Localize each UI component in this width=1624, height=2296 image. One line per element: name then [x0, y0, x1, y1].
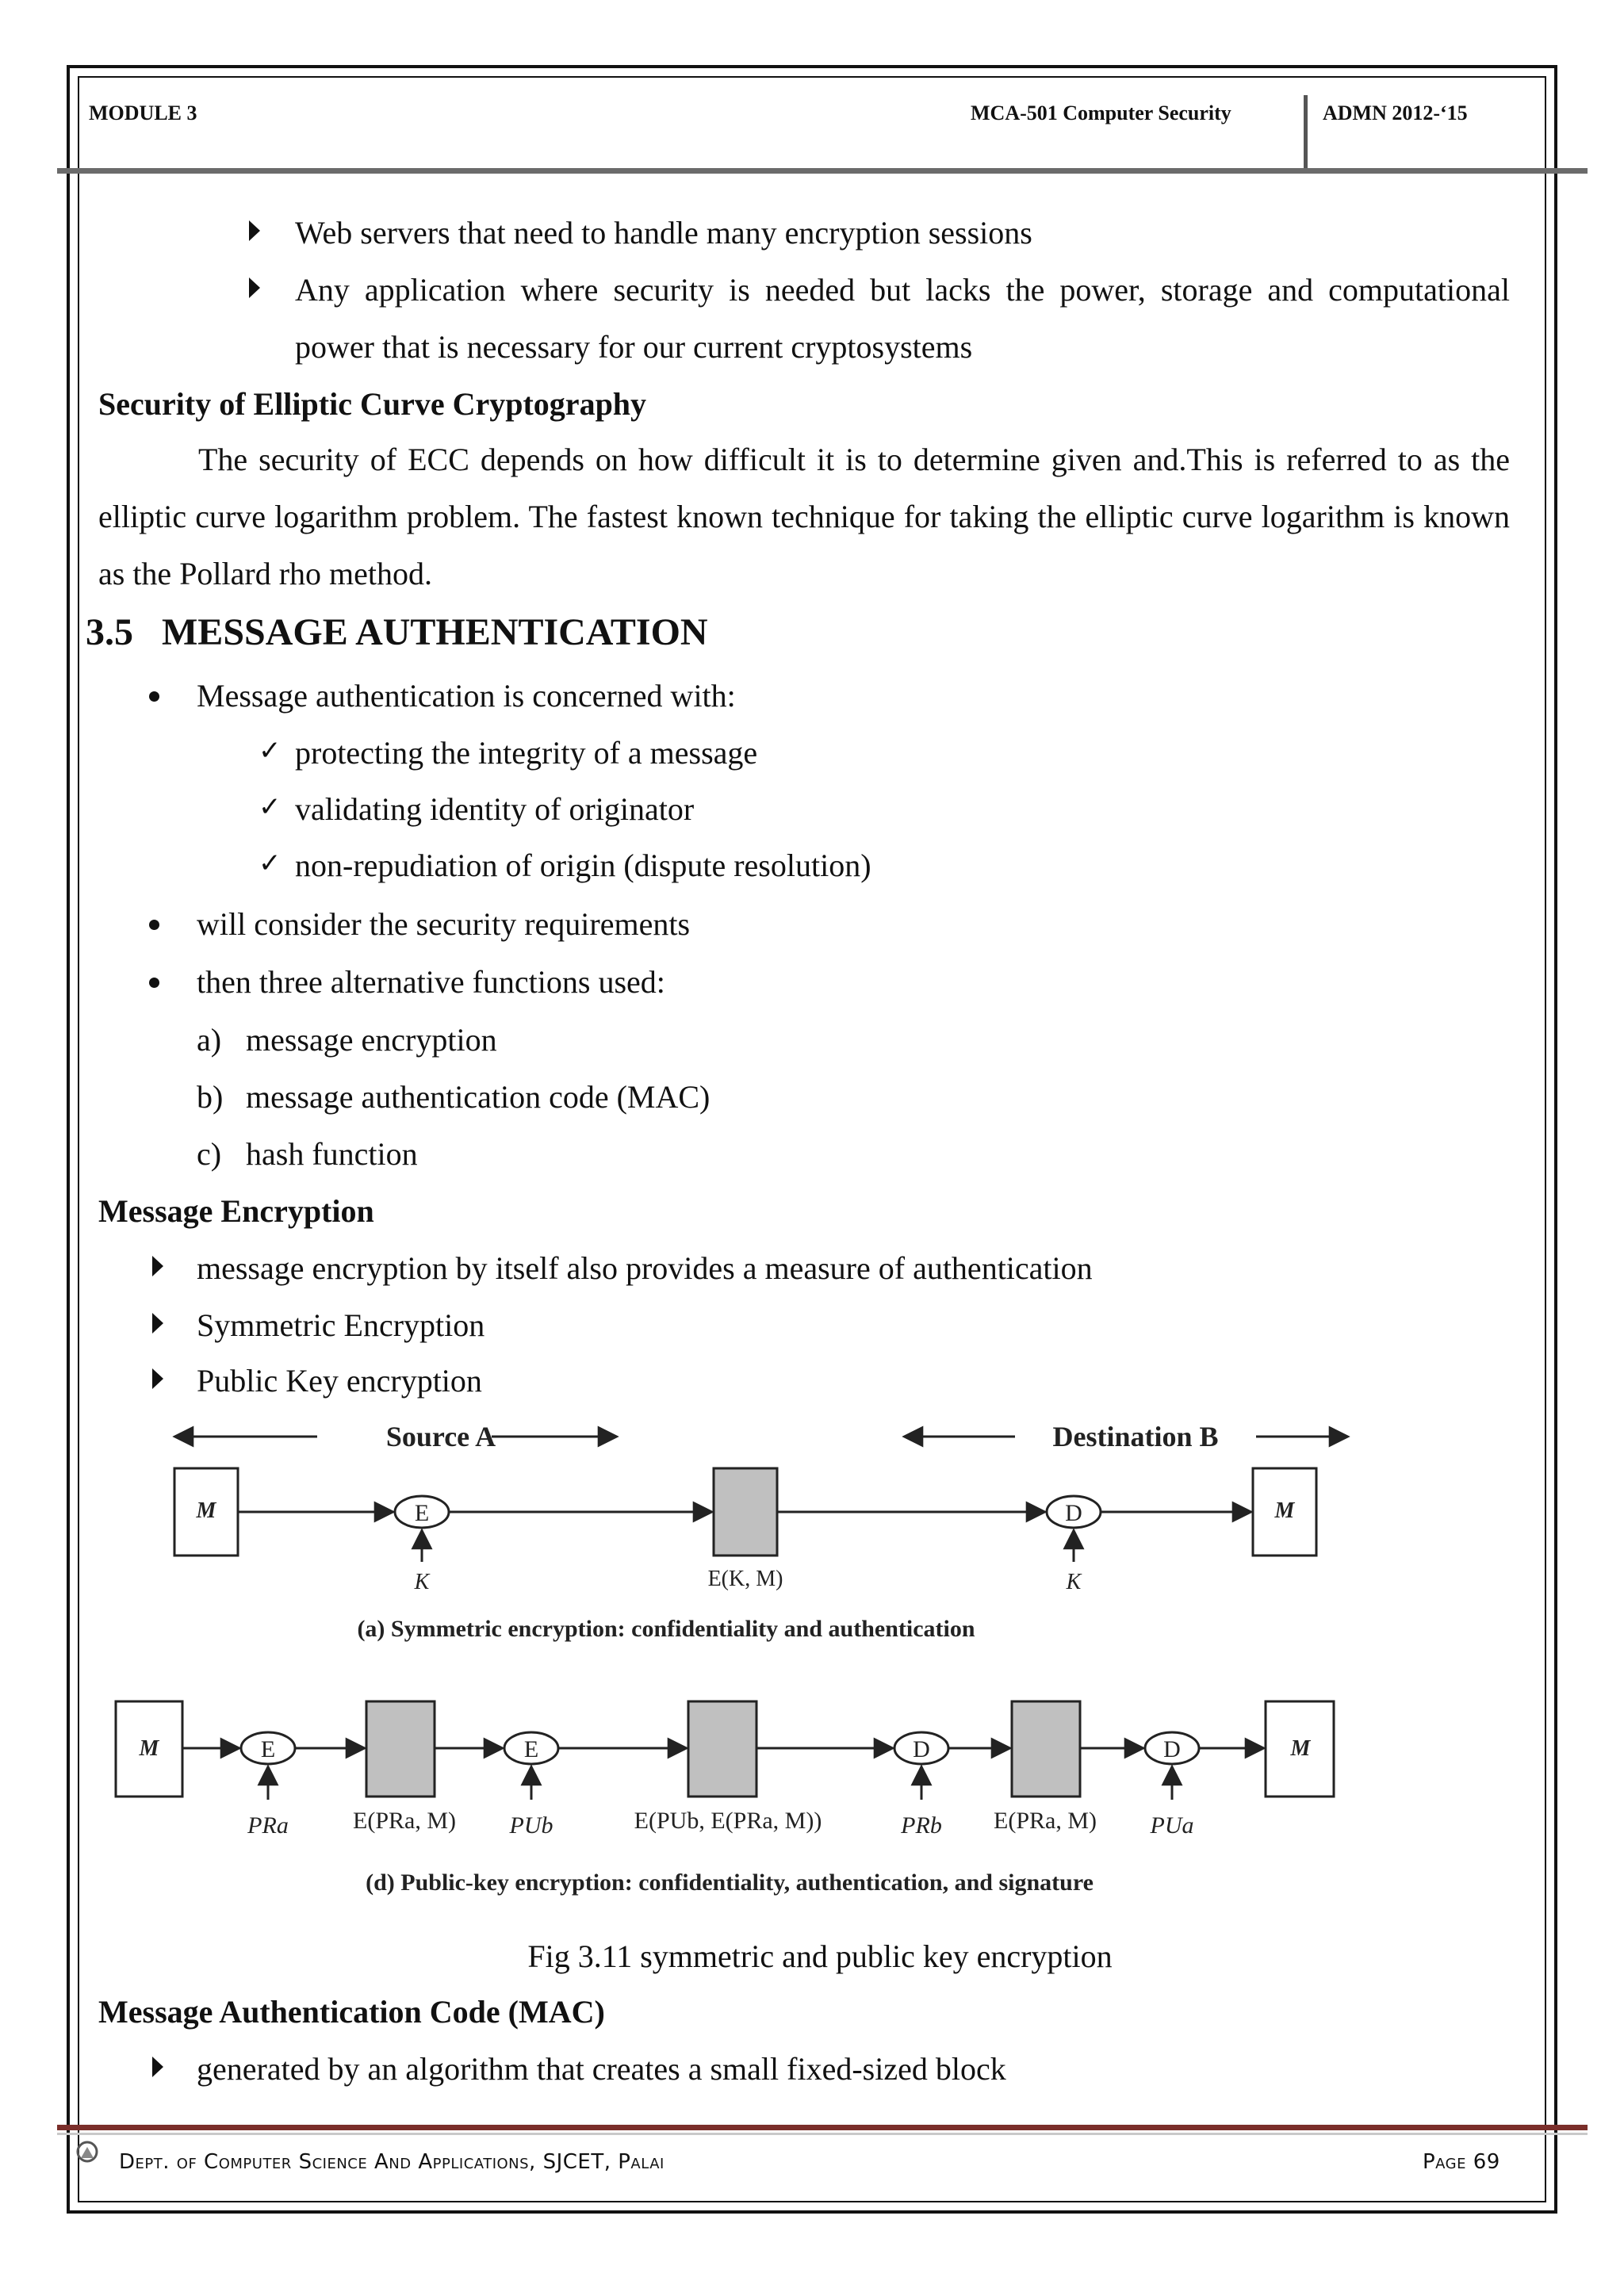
encrypt-label: E: [414, 1500, 430, 1526]
mac-heading: Message Authentication Code (MAC): [98, 1994, 605, 2030]
alt-text-b: message authentication code (MAC): [246, 1079, 710, 1115]
ciphertext-box: [714, 1468, 777, 1556]
k1-label: PRa: [247, 1812, 289, 1839]
e1-label: E: [260, 1736, 276, 1762]
header-batch: ADMN 2012-‘15: [1323, 101, 1468, 124]
decrypt-label: D: [1065, 1500, 1082, 1526]
section-title: MESSAGE AUTHENTICATION: [162, 611, 708, 653]
key-e-label: K: [414, 1570, 430, 1594]
ciphertext-label: E(K, M): [707, 1567, 783, 1591]
diagram-d-caption: (d) Public-key encryption: confidentiality, authentication, and signature: [366, 1869, 1094, 1896]
d2-label: D: [1163, 1736, 1181, 1762]
figure-caption: Fig 3.11 symmetric and public key encryption: [527, 1938, 1113, 1974]
c1-label: E(PRa, M): [353, 1808, 456, 1834]
header-course: MCA-501 Computer Security: [971, 101, 1231, 124]
ciphertext-box: [1012, 1701, 1080, 1797]
footer-dept: Dept. of Computer Science And Applications, SJCET, Palai: [119, 2150, 665, 2174]
m-left-label: M: [139, 1736, 159, 1761]
alt-text-c: hash function: [246, 1136, 418, 1172]
source-label: Source A: [385, 1421, 496, 1452]
college-logo-icon: [73, 2137, 102, 2166]
c2-label: E(PUb, E(PRa, M)): [634, 1808, 822, 1834]
auth-check-1: protecting the integrity of a message: [295, 735, 758, 771]
footer-rule: [57, 2125, 1588, 2130]
auth-check-2: validating identity of originator: [295, 791, 695, 827]
alt-marker-c: c): [197, 1136, 222, 1172]
alt-text-a: message encryption: [246, 1022, 497, 1058]
top-bullet-2: Any application where security is needed but lacks the power, storage and computational: [295, 272, 1510, 308]
bullet-arrow-icon: [152, 2057, 163, 2077]
ciphertext-box: [688, 1701, 756, 1797]
public-key-diagram: [116, 1701, 1334, 1800]
m-right-label: M: [1274, 1498, 1295, 1523]
msg-enc-item-3: Public Key encryption: [197, 1363, 482, 1399]
m-right-label: M: [1290, 1736, 1311, 1761]
symmetric-diagram: [174, 1437, 1348, 1562]
ciphertext-box: [366, 1701, 435, 1797]
d1-label: D: [913, 1736, 930, 1762]
checkmark-icon: ✓: [259, 848, 282, 879]
header-module: MODULE 3: [89, 101, 197, 124]
section-number: 3.5: [86, 611, 133, 653]
m-left-label: M: [196, 1498, 216, 1523]
destination-label: Destination B: [1052, 1421, 1219, 1452]
auth-check-3: non-repudiation of origin (dispute resolution): [295, 848, 871, 883]
auth-bullet-2: then three alternative functions used:: [197, 964, 665, 1000]
msg-enc-item-1: message encryption by itself also provides a measure of authentication: [197, 1250, 1093, 1286]
diagram-a-caption: (a) Symmetric encryption: confidentiality and authentication: [357, 1616, 975, 1642]
c3-label: E(PRa, M): [994, 1808, 1097, 1834]
k4-label: PUa: [1150, 1812, 1194, 1839]
msg-enc-item-2: Symmetric Encryption: [197, 1307, 485, 1343]
checkmark-icon: ✓: [259, 735, 282, 767]
top-bullet-1: Web servers that need to handle many encryption sessions: [295, 215, 1032, 251]
key-d-label: K: [1066, 1570, 1082, 1594]
footer-page: Page 69: [1423, 2150, 1500, 2174]
ecc-security-paragraph: The security of ECC depends on how difficult it is to determine given and.This is referred to as the elliptic curve logarithm problem. The fastest known technique for taking the elliptic curve logarithm is known as the Pollard rho method.: [98, 442, 1510, 591]
top-bullet-2-cont: power that is necessary for our current cryptosystems: [295, 329, 973, 365]
e2-label: E: [523, 1736, 539, 1762]
auth-intro: Message authentication is concerned with:: [197, 678, 736, 714]
footer-rule-shadow: [57, 2133, 1588, 2135]
alt-marker-b: b): [197, 1079, 224, 1115]
auth-bullet-1: will consider the security requirements: [197, 906, 691, 942]
ecc-security-heading: Security of Elliptic Curve Cryptography: [98, 386, 647, 422]
message-encryption-heading: Message Encryption: [98, 1193, 374, 1229]
k2-label: PUb: [509, 1812, 553, 1839]
k3-label: PRb: [901, 1812, 942, 1839]
alt-marker-a: a): [197, 1022, 222, 1058]
mac-item-1: generated by an algorithm that creates a small fixed-sized block: [197, 2051, 1006, 2087]
checkmark-icon: ✓: [259, 791, 282, 823]
